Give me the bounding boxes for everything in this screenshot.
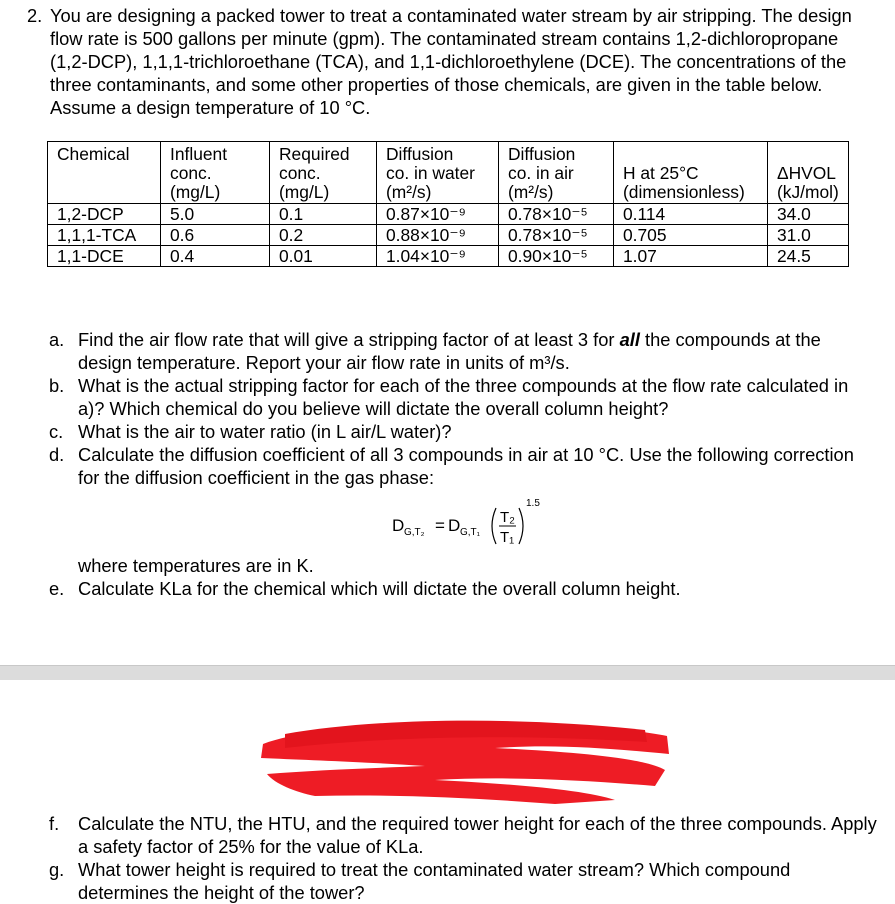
header-required: Required conc. (mg/L): [270, 142, 377, 204]
table-cell: 0.87×10⁻⁹: [377, 204, 499, 225]
formula-numerator: T₂: [500, 509, 515, 526]
part-f: [49, 812, 879, 858]
question-intro: [27, 4, 877, 119]
right-paren: [519, 508, 523, 544]
header-diffusion-air: Diffusion co. in air (m²/s): [499, 142, 614, 204]
part-g: [49, 858, 879, 904]
redaction-scribble: [255, 714, 675, 806]
formula-graphic: [392, 494, 562, 554]
table-cell: 0.2: [270, 225, 377, 246]
question-number: 2.: [27, 5, 43, 26]
question-parts-continued: [49, 812, 879, 904]
part-a: [49, 328, 879, 374]
table-row: [48, 204, 849, 225]
left-paren: [492, 508, 496, 544]
redaction-graphic: [255, 714, 675, 806]
diffusion-correction-formula: [392, 494, 562, 554]
table-cell: 1,2-DCP: [48, 204, 161, 225]
part-text: Find the air flow rate that will give a stripping factor of at least 3 for: [78, 329, 620, 350]
header-influent: Influent conc. (mg/L): [161, 142, 270, 204]
formula-equals: =: [435, 516, 445, 535]
table-cell: 0.1: [270, 204, 377, 225]
part-d: [49, 443, 879, 489]
part-text: Calculate KLa for the chemical which will dictate the overall column height.: [78, 578, 681, 599]
table-cell: 0.78×10⁻⁵: [499, 225, 614, 246]
part-label: g.: [49, 859, 65, 880]
part-c: [49, 420, 879, 443]
part-text-rest: the compounds at the design temperature. Report your air flow rate in units of m³/s.: [78, 329, 821, 373]
table-row: [48, 225, 849, 246]
part-e: [49, 578, 895, 600]
formula-rhs: D: [448, 516, 461, 535]
table-cell: 31.0: [768, 225, 849, 246]
part-text: What is the air to water ratio (in L air/L water)?: [78, 421, 452, 442]
part-label: d.: [49, 444, 65, 465]
part-label: a.: [49, 329, 65, 350]
part-text: What is the actual stripping factor for each of the three compounds at the flow rate calculated in a)? Which chemical do you believe will dictate the overall column height?: [78, 375, 849, 419]
part-text: Calculate the NTU, the HTU, and the required tower height for each of the three compounds. Apply a safety factor of 25% for the value of KLa.: [78, 813, 877, 857]
question-parts: [49, 328, 879, 489]
formula-lhs-sub: G,T₂: [404, 527, 425, 538]
header-diffusion-water: Diffusion co. in water (m²/s): [377, 142, 499, 204]
table-cell: 0.4: [161, 246, 270, 267]
part-emphasis: all: [619, 329, 640, 350]
table-cell: 1,1-DCE: [48, 246, 161, 267]
table-cell: 1.07: [614, 246, 768, 267]
part-label: b.: [49, 375, 65, 396]
table-cell: 0.6: [161, 225, 270, 246]
table-cell: 1,1,1-TCA: [48, 225, 161, 246]
table-cell: 0.90×10⁻⁵: [499, 246, 614, 267]
page-divider: [0, 665, 895, 680]
part-label: f.: [49, 813, 60, 834]
part-label: e.: [49, 578, 65, 599]
table-cell: 34.0: [768, 204, 849, 225]
table-cell: 1.04×10⁻⁹: [377, 246, 499, 267]
table-cell: 5.0: [161, 204, 270, 225]
part-text: What tower height is required to treat the contaminated water stream? Which compound determines the height of the tower?: [78, 859, 791, 903]
table-cell: 0.705: [614, 225, 768, 246]
where-note: where temperatures are in K.: [78, 555, 314, 576]
part-text: Calculate the diffusion coefficient of all 3 compounds in air at 10 °C. Use the following correction for the diffusion coefficient in the gas phase:: [78, 444, 854, 488]
header-henry: H at 25°C (dimensionless): [614, 142, 768, 204]
part-label: c.: [49, 421, 64, 442]
table-cell: 0.78×10⁻⁵: [499, 204, 614, 225]
formula-exponent: 1.5: [526, 498, 540, 509]
table-cell: 0.01: [270, 246, 377, 267]
table-row: [48, 246, 849, 267]
part-b: [49, 374, 879, 420]
question-intro-text: You are designing a packed tower to treat a contaminated water stream by air stripping. The design flow rate is 500 gallons per minute (gpm). The contaminated stream contains 1,2-dichloropropane (1,2-DCP), 1,1,1-trichloroethane (TCA), and 1,1-dichloroethylene (DCE). The concentrations of the three contaminants, and some other properties of those chemicals, are given in the table below. Assume a design temperature of 10 °C.: [50, 5, 852, 118]
formula-denominator: T₁: [500, 529, 515, 546]
table-header-row: [48, 142, 849, 204]
table-cell: 24.5: [768, 246, 849, 267]
properties-table: [47, 141, 849, 267]
formula-rhs-sub: G,T₁: [460, 527, 481, 538]
formula-lhs: D: [392, 516, 405, 535]
header-enthalpy: ΔHVOL (kJ/mol): [768, 142, 849, 204]
table-cell: 0.88×10⁻⁹: [377, 225, 499, 246]
table-cell: 0.114: [614, 204, 768, 225]
header-chemical: Chemical: [48, 142, 161, 204]
